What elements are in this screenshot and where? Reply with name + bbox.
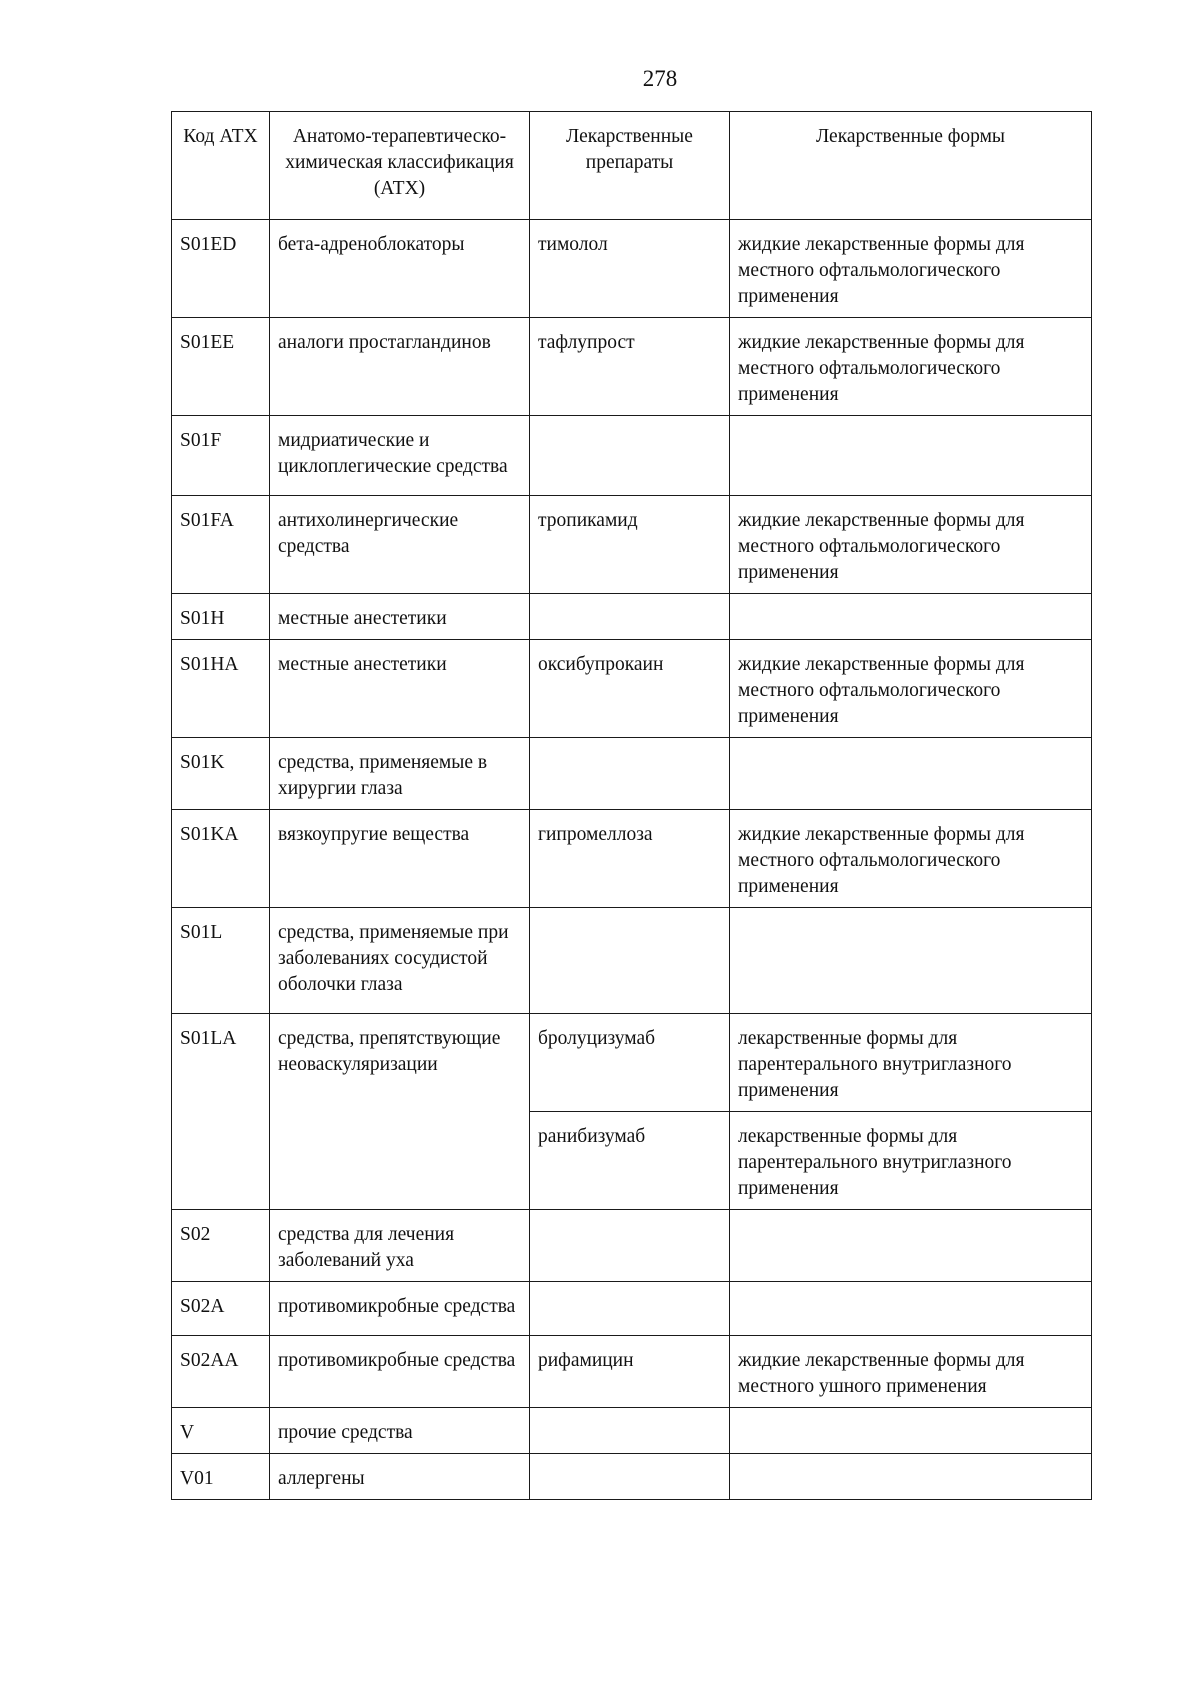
header-forms: Лекарственные формы — [730, 112, 1092, 220]
atx-name: противомикробные средства — [270, 1282, 530, 1336]
table-row — [172, 1336, 1092, 1408]
table-row — [172, 1282, 1092, 1336]
atx-code: S01LA — [172, 1014, 270, 1210]
atx-name: средства, применяемые при заболеваниях сосудистой оболочки глаза — [270, 908, 530, 1014]
drug-name — [530, 1210, 730, 1282]
atx-name: мидриатические и циклоплегические средства — [270, 416, 530, 496]
dosage-form: лекарственные формы для парентерального внутриглазного применения — [730, 1014, 1092, 1112]
drug-name: оксибупрокаин — [530, 640, 730, 738]
table-row — [172, 318, 1092, 416]
dosage-form: жидкие лекарственные формы для местного офтальмологического применения — [730, 640, 1092, 738]
table-row — [172, 810, 1092, 908]
atx-table — [171, 111, 1092, 1500]
atx-name: средства, применяемые в хирургии глаза — [270, 738, 530, 810]
atx-code: S01L — [172, 908, 270, 1014]
dosage-form — [730, 1454, 1092, 1500]
drug-name — [530, 416, 730, 496]
atx-name: бета-адреноблокаторы — [270, 220, 530, 318]
atx-name: антихолинергические средства — [270, 496, 530, 594]
dosage-form: жидкие лекарственные формы для местного ушного применения — [730, 1336, 1092, 1408]
dosage-form: жидкие лекарственные формы для местного офтальмологического применения — [730, 810, 1092, 908]
table-row — [172, 738, 1092, 810]
atx-name: средства для лечения заболеваний уха — [270, 1210, 530, 1282]
atx-name: местные анестетики — [270, 594, 530, 640]
atx-code: V01 — [172, 1454, 270, 1500]
atx-name: противомикробные средства — [270, 1336, 530, 1408]
dosage-form — [730, 594, 1092, 640]
dosage-form: лекарственные формы для парентерального внутриглазного применения — [730, 1112, 1092, 1210]
table-row — [172, 594, 1092, 640]
table-header-row — [172, 112, 1092, 220]
drug-name: бролуцизумаб — [530, 1014, 730, 1112]
drug-name — [530, 594, 730, 640]
table-row — [172, 908, 1092, 1014]
drug-name: тропикамид — [530, 496, 730, 594]
atx-code: V — [172, 1408, 270, 1454]
drug-name: рифамицин — [530, 1336, 730, 1408]
atx-name: вязкоупругие вещества — [270, 810, 530, 908]
atx-code: S01ED — [172, 220, 270, 318]
dosage-form — [730, 416, 1092, 496]
dosage-form — [730, 738, 1092, 810]
table-row — [172, 416, 1092, 496]
table-row — [172, 1210, 1092, 1282]
drug-name — [530, 908, 730, 1014]
atx-code: S01KA — [172, 810, 270, 908]
atx-name: средства, препятствующие неоваскуляризации — [270, 1014, 530, 1210]
drug-name — [530, 1408, 730, 1454]
drug-name — [530, 738, 730, 810]
header-classification: Анатомо-терапевтическо-химическая классификация (АТХ) — [270, 112, 530, 220]
page-number: 278 — [642, 66, 678, 91]
atx-code: S02 — [172, 1210, 270, 1282]
atx-name: аллергены — [270, 1454, 530, 1500]
atx-code: S01F — [172, 416, 270, 496]
dosage-form — [730, 908, 1092, 1014]
dosage-form — [730, 1210, 1092, 1282]
header-drugs: Лекарственные препараты — [530, 112, 730, 220]
table-row — [172, 640, 1092, 738]
drug-name: ранибизумаб — [530, 1112, 730, 1210]
table-row — [172, 1454, 1092, 1500]
dosage-form: жидкие лекарственные формы для местного офтальмологического применения — [730, 318, 1092, 416]
header-code: Код АТХ — [172, 112, 270, 220]
dosage-form: жидкие лекарственные формы для местного офтальмологического применения — [730, 496, 1092, 594]
table-row — [172, 220, 1092, 318]
dosage-form — [730, 1282, 1092, 1336]
table-row — [172, 1014, 1092, 1112]
dosage-form — [730, 1408, 1092, 1454]
atx-code: S01EE — [172, 318, 270, 416]
atx-name: местные анестетики — [270, 640, 530, 738]
table-row — [172, 496, 1092, 594]
atx-code: S01H — [172, 594, 270, 640]
atx-name: прочие средства — [270, 1408, 530, 1454]
atx-code: S01FA — [172, 496, 270, 594]
drug-name: тимолол — [530, 220, 730, 318]
table-row — [172, 1408, 1092, 1454]
atx-code: S02AA — [172, 1336, 270, 1408]
drug-name — [530, 1454, 730, 1500]
drug-name — [530, 1282, 730, 1336]
atx-code: S01HA — [172, 640, 270, 738]
dosage-form: жидкие лекарственные формы для местного офтальмологического применения — [730, 220, 1092, 318]
atx-code: S02A — [172, 1282, 270, 1336]
drug-name: гипромеллоза — [530, 810, 730, 908]
atx-name: аналоги простагландинов — [270, 318, 530, 416]
drug-name: тафлупрост — [530, 318, 730, 416]
atx-code: S01K — [172, 738, 270, 810]
